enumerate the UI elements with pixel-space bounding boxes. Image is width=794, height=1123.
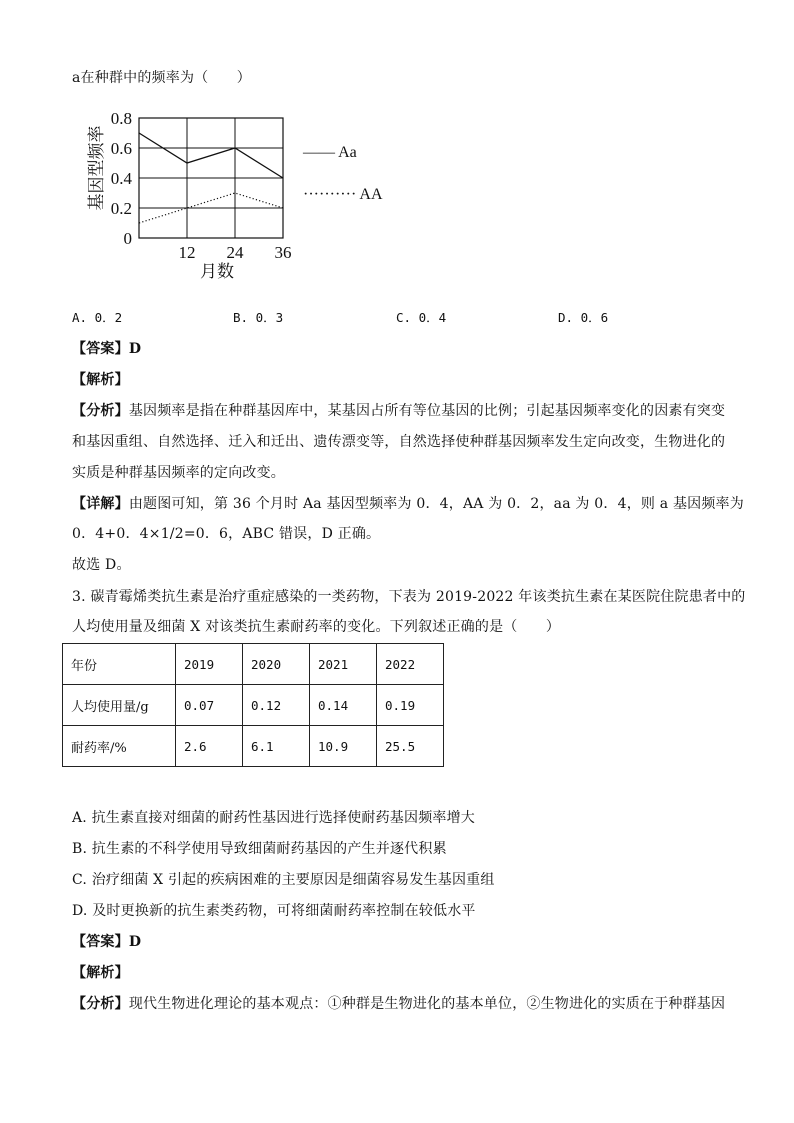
data-point-aa [186, 207, 187, 208]
y-tick-label: 0.4 [110, 169, 132, 188]
y-axis-label: 基因型频率 [87, 125, 106, 211]
table-cell: 2021 [310, 644, 377, 685]
table-row [63, 726, 444, 767]
y-tick-label: 0.8 [110, 109, 132, 128]
table-cell: 2019 [176, 644, 243, 685]
table-row [63, 685, 444, 726]
series-line-aa [139, 133, 283, 178]
answer-label: 【答案】 [72, 934, 129, 950]
q3-stem-line-2: 人均使用量及细菌 X 对该类抗生素耐药率的变化。下列叙述正确的是（ ） [72, 619, 561, 635]
xiangjie-line-2: 0．4+0．4×1/2=0．6，ABC 错误，D 正确。 [72, 526, 381, 542]
table-cell: 2020 [243, 644, 310, 685]
answer-line-q2 [72, 339, 141, 359]
table-cell: 0.19 [377, 685, 444, 726]
legend-aa-hom: ·········· AA [303, 186, 383, 203]
option-d: D. 0．6 [558, 310, 609, 325]
xiangjie-text-1: 由题图可知，第 36 个月时 Aa 基因型频率为 0．4，AA 为 0．2，aa 为 0．4，则 a 基因频率为 [128, 496, 744, 512]
data-point-aa [138, 222, 139, 223]
data-point-aa [138, 132, 139, 133]
analysis-label-q3: 【解析】 [72, 965, 129, 981]
y-tick-label: 0.2 [110, 199, 132, 218]
data-point-aa [234, 192, 235, 193]
table-cell: 0.14 [310, 685, 377, 726]
q3-option-a: A. 抗生素直接对细菌的耐药性基因进行选择使耐药基因频率增大 [72, 810, 476, 826]
analysis-label: 【解析】 [72, 372, 129, 388]
table-cell: 2022 [377, 644, 444, 685]
table-cell: 人均使用量/g [63, 685, 176, 726]
y-tick-label: 0 [123, 229, 132, 248]
fenxi-text-1: 基因频率是指在种群基因库中，某基因占所有等位基因的比例；引起基因频率变化的因素有突变 [128, 403, 726, 419]
data-point-aa [282, 207, 283, 208]
genotype-frequency-chart [84, 104, 384, 294]
answer-line-q3 [72, 932, 141, 952]
data-point-aa [234, 147, 235, 148]
xiangjie-line-1 [72, 494, 744, 514]
table-cell: 耐药率/% [63, 726, 176, 767]
table-cell: 年份 [63, 644, 176, 685]
answer-label: 【答案】 [72, 341, 129, 357]
option-a: A. 0．2 [72, 310, 123, 325]
x-tick-label: 36 [274, 243, 292, 262]
x-tick-label: 24 [226, 243, 244, 262]
fenxi-line-2: 和基因重组、自然选择、迁入和迁出、遗传漂变等，自然选择使种群基因频率发生定向改变，生物进化的 [72, 434, 726, 450]
data-point-aa [282, 177, 283, 178]
option-b: B. 0．3 [233, 310, 284, 325]
fenxi-label: 【分析】 [72, 403, 129, 419]
antibiotic-table [62, 643, 444, 767]
fenxi-q3-text: 现代生物进化理论的基本观点：①种群是生物进化的基本单位，②生物进化的实质在于种群基因 [128, 996, 726, 1012]
q3-option-d: D. 及时更换新的抗生素类药物，可将细菌耐药率控制在较低水平 [72, 903, 476, 919]
table-cell: 25.5 [377, 726, 444, 767]
fenxi-label: 【分析】 [72, 996, 129, 1012]
table-cell: 6.1 [243, 726, 310, 767]
answer-value: D [128, 934, 142, 950]
table-cell: 0.07 [176, 685, 243, 726]
answer-value: D [128, 341, 142, 357]
fenxi-line-3: 实质是种群基因频率的定向改变。 [72, 465, 285, 481]
choose-line: 故选 D。 [72, 557, 131, 573]
data-point-aa [186, 162, 187, 163]
question-intro: a在种群中的频率为（ ） [72, 70, 251, 86]
fenxi-line-1 [72, 401, 725, 421]
fenxi-q3-line-1 [72, 994, 725, 1014]
x-axis-label: 月数 [200, 262, 234, 281]
table-cell: 10.9 [310, 726, 377, 767]
y-tick-label: 0.6 [110, 139, 132, 158]
table-cell: 0.12 [243, 685, 310, 726]
q3-option-b: B. 抗生素的不科学使用导致细菌耐药基因的产生并逐代积累 [72, 841, 447, 857]
table-cell: 2.6 [176, 726, 243, 767]
q3-stem-line-1: 3. 碳青霉烯类抗生素是治疗重症感染的一类药物，下表为 2019-2022 年该类抗生素在某医院住院患者中的 [72, 589, 746, 605]
q3-option-c: C. 治疗细菌 X 引起的疾病困难的主要原因是细菌容易发生基因重组 [72, 872, 495, 888]
x-tick-label: 12 [178, 243, 196, 262]
legend-aa-het: —— Aa [303, 144, 357, 161]
table-row [63, 644, 444, 685]
xiangjie-label: 【详解】 [72, 496, 129, 512]
option-c: C. 0．4 [396, 310, 447, 325]
